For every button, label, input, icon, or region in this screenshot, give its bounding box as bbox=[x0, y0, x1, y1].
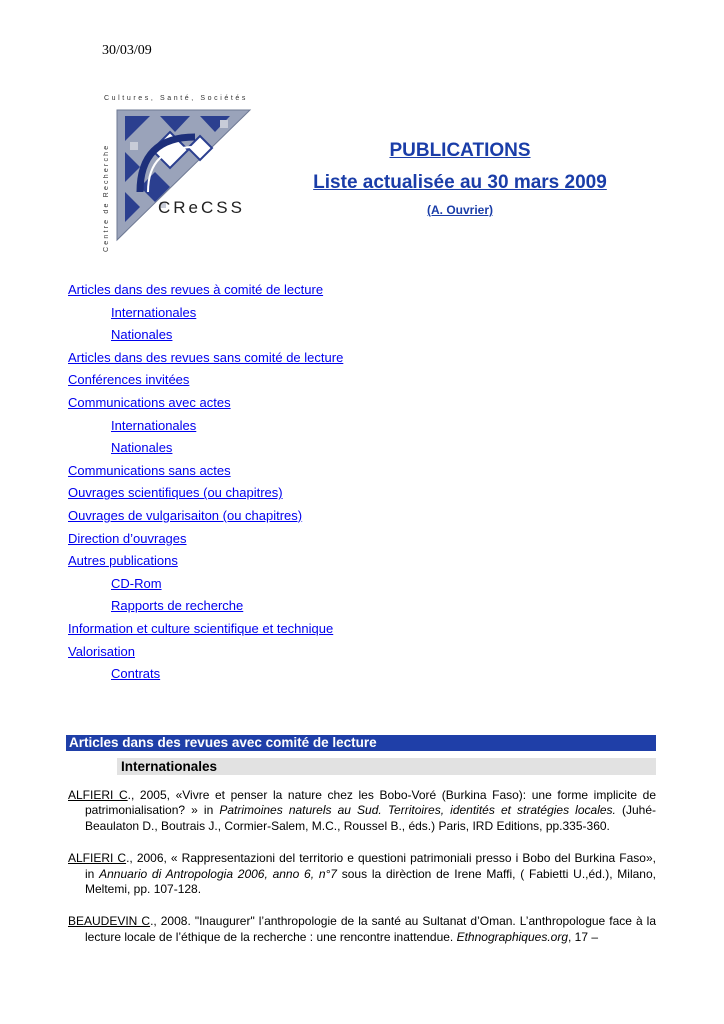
toc-link[interactable]: Autres publications bbox=[68, 553, 178, 569]
reference-entry bbox=[68, 788, 656, 834]
toc-link[interactable]: Contrats bbox=[111, 666, 161, 682]
reference-author: ALFIERI C bbox=[68, 851, 127, 866]
reference-source-title: Ethnographiques.org bbox=[456, 929, 568, 944]
reference-source-title: Annuario di Antropologia 2006, anno 6, n°7 bbox=[99, 866, 337, 881]
toc-link[interactable]: Communications avec actes bbox=[68, 394, 231, 410]
toc-link[interactable]: Conférences invitées bbox=[68, 372, 190, 388]
page-subtitle: Liste actualisée au 30 mars 2009 bbox=[313, 172, 607, 193]
toc-link[interactable]: Information et culture scientifique et technique bbox=[68, 620, 334, 636]
toc-link[interactable]: Internationales bbox=[111, 417, 197, 433]
toc-link[interactable]: Valorisation bbox=[68, 643, 135, 659]
logo-graphic bbox=[100, 92, 270, 252]
toc-link[interactable]: Nationales bbox=[111, 440, 173, 456]
author-link[interactable]: (A. Ouvrier) bbox=[426, 203, 493, 217]
reference-author: BEAUDEVIN C bbox=[68, 914, 151, 929]
toc-link[interactable]: Articles dans des revues sans comité de lecture bbox=[68, 349, 344, 365]
logo-vertical-text: Centre de Recherche bbox=[103, 143, 110, 252]
toc-link[interactable]: Ouvrages de vulgarisaiton (ou chapitres) bbox=[68, 507, 303, 523]
toc-link[interactable]: Nationales bbox=[111, 327, 173, 343]
logo-name: CReCSS bbox=[158, 198, 245, 217]
reference-entry bbox=[68, 914, 656, 945]
section-heading: Articles dans des revues avec comité de lecture bbox=[66, 735, 656, 751]
subsection-heading: Internationales bbox=[117, 758, 656, 775]
toc-link[interactable]: Articles dans des revues à comité de lecture bbox=[68, 282, 324, 297]
document-date: 30/03/09 bbox=[102, 43, 152, 58]
reference-source-title: Patrimoines naturels au Sud. Territoires, identités et stratégies locales. bbox=[219, 803, 616, 818]
toc-link[interactable]: Rapports de recherche bbox=[111, 598, 244, 614]
reference-text: , 17 – bbox=[568, 929, 599, 944]
title-block bbox=[300, 140, 620, 217]
reference-text: ., 2005, «Vivre et penser la nature chez les Bobo-Voré (Burkina Faso): une forme implicite de patrimonialisation? » in bbox=[85, 788, 656, 818]
toc-link[interactable]: Internationales bbox=[111, 304, 197, 320]
reference-entry bbox=[68, 851, 656, 897]
reference-list bbox=[68, 788, 656, 962]
toc-link[interactable]: CD-Rom bbox=[111, 575, 162, 591]
crecss-logo bbox=[100, 92, 270, 252]
toc-link[interactable]: Direction d’ouvrages bbox=[68, 530, 187, 546]
toc-link[interactable]: Ouvrages scientifiques (ou chapitres) bbox=[68, 485, 283, 501]
toc-link[interactable]: Communications sans actes bbox=[68, 462, 231, 478]
page-title: PUBLICATIONS bbox=[389, 140, 531, 161]
table-of-contents bbox=[68, 282, 628, 689]
reference-text: sous la dirèction de Irene Maffi, ( Fabietti U.,éd.), Milano, Meltemi, pp. 107-128. bbox=[85, 866, 656, 897]
reference-text: ., 2006, « Rappresentazioni del territorio e questioni patrimoniali presso i Bobo del Burkina Faso», in bbox=[85, 851, 656, 881]
reference-text: (Juhé-Beaulaton D., Boutrais J., Cormier-Salem, M.C., Roussel B., éds.) Paris, IRD Editions, pp.335-360. bbox=[85, 803, 656, 833]
reference-text: ., 2008. "Inaugurer" l’anthropologie de la santé au Sultanat d’Oman. L’anthropologue face à la lecture locale de l’éthique de la recherche : une rencontre inattendue. bbox=[85, 914, 656, 944]
logo-tagline: Cultures, Santé, Sociétés bbox=[104, 95, 248, 102]
reference-author: ALFIERI C bbox=[68, 788, 128, 802]
